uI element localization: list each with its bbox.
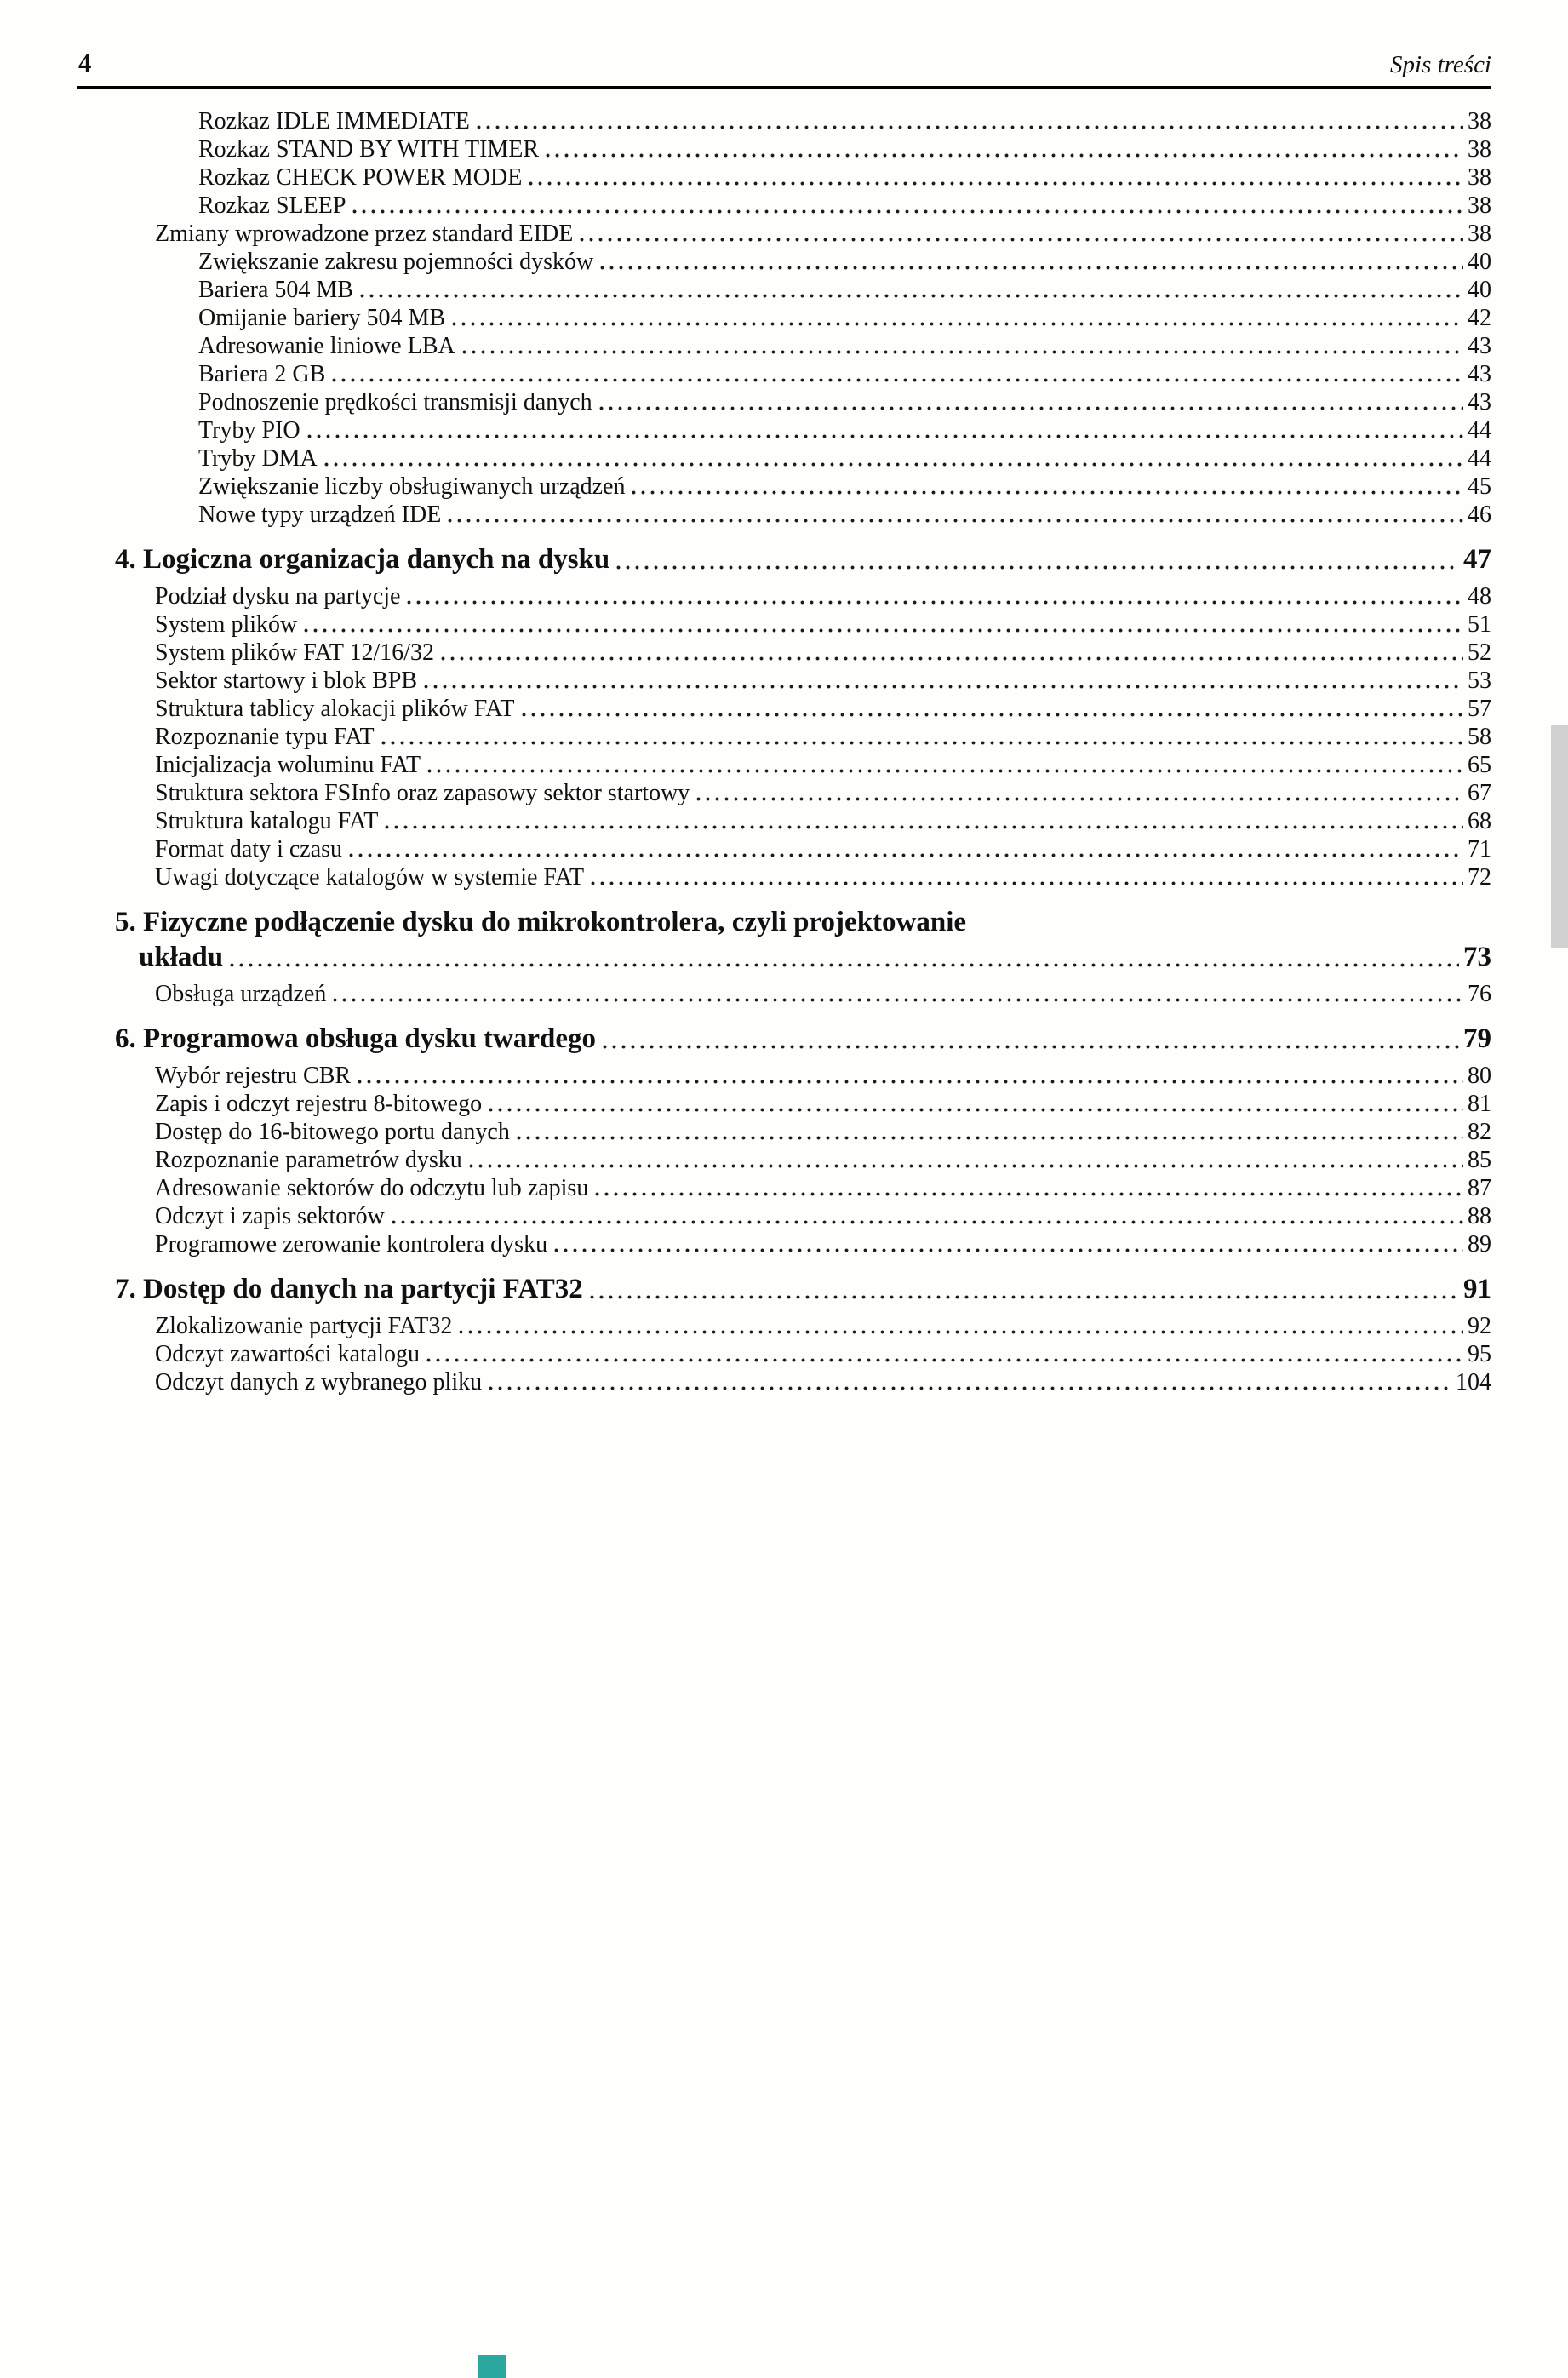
toc-entry [115, 192, 1491, 220]
toc-entry-page-number: 38 [1468, 192, 1491, 219]
dot-leader [325, 360, 1468, 388]
scan-artifact-teal-mark [478, 2355, 506, 2378]
toc-entry [115, 304, 1491, 332]
toc-entry-label: System plików FAT 12/16/32 [155, 639, 435, 666]
dot-leader [353, 276, 1468, 304]
running-header-title: Spis treści [1390, 51, 1491, 78]
toc-entry-label: 5. Fizyczne podłączenie dysku do mikrokontrolera, czyli projektowanie [115, 907, 967, 937]
toc-entry [115, 1174, 1491, 1202]
toc-entry [115, 276, 1491, 304]
toc-entry-page-number: 40 [1468, 249, 1491, 275]
toc-entry-page-number: 58 [1468, 724, 1491, 750]
toc-entry [115, 332, 1491, 360]
toc-entry [115, 1368, 1491, 1396]
dot-leader [573, 220, 1468, 248]
dot-leader [420, 1340, 1468, 1368]
toc-entry [115, 1230, 1491, 1258]
toc-entry-page-number: 53 [1468, 668, 1491, 694]
toc-entry-page-number: 51 [1468, 611, 1491, 638]
toc-entry-page-number: 67 [1468, 780, 1491, 806]
toc-entry [115, 416, 1491, 444]
toc-entry-page-number: 89 [1468, 1231, 1491, 1258]
toc-entry-label: Tryby DMA [198, 445, 318, 472]
toc-entry-label: Struktura sektora FSInfo oraz zapasowy sektor startowy [155, 780, 690, 806]
dot-leader [351, 1062, 1468, 1090]
dot-leader [421, 751, 1468, 779]
toc-entry-label: Tryby PIO [198, 417, 300, 444]
toc-chapter-entry [115, 1272, 1491, 1307]
toc-entry-page-number: 38 [1468, 164, 1491, 191]
page-number: 4 [78, 48, 92, 77]
toc-entry-page-number: 72 [1468, 864, 1491, 891]
toc-entry-page-number: 38 [1468, 108, 1491, 135]
toc-entry-page-number: 65 [1468, 752, 1491, 778]
dot-leader [690, 779, 1468, 807]
toc-entry-label: Wybór rejestru CBR [155, 1063, 352, 1089]
toc-entry-label: Odczyt i zapis sektorów [155, 1203, 385, 1229]
toc-entry-label: 6. Programowa obsługa dysku twardego [115, 1023, 597, 1054]
page-header [77, 48, 1491, 89]
toc-entry-label: Bariera 504 MB [198, 277, 353, 303]
dot-leader [539, 135, 1468, 163]
toc-entry [115, 501, 1491, 529]
dot-leader [346, 192, 1468, 220]
toc-entry-label: Omijanie bariery 504 MB [198, 305, 446, 331]
toc-entry-label: Struktura tablicy alokacji plików FAT [155, 696, 515, 722]
toc-entry-label: Zlokalizowanie partycji FAT32 [155, 1313, 453, 1339]
toc-entry-page-number: 87 [1468, 1175, 1491, 1201]
toc-entry [115, 980, 1491, 1008]
dot-leader [342, 835, 1468, 863]
toc-entry-label: 7. Dostęp do danych na partycji FAT32 [115, 1274, 583, 1304]
dot-leader [318, 444, 1468, 473]
toc-entry-label: Dostęp do 16-bitowego portu danych [155, 1119, 510, 1145]
toc-entry-page-number: 91 [1463, 1274, 1491, 1304]
toc-chapter-entry [115, 1022, 1491, 1057]
toc-entry-page-number: 38 [1468, 136, 1491, 163]
dot-leader [522, 163, 1468, 192]
toc-entry-label: Zmiany wprowadzone przez standard EIDE [155, 221, 574, 247]
toc-entry [115, 444, 1491, 473]
dot-leader [482, 1368, 1456, 1396]
toc-entry [115, 610, 1491, 639]
dot-leader [515, 695, 1468, 723]
dot-leader [326, 980, 1468, 1008]
dot-leader [609, 542, 1463, 577]
dot-leader [441, 501, 1468, 529]
dot-leader [462, 1146, 1468, 1174]
toc-entry [115, 835, 1491, 863]
toc-entry [115, 163, 1491, 192]
toc-entry-page-number: 80 [1468, 1063, 1491, 1089]
toc-entry-label: Zwiększanie liczby obsługiwanych urządzeń [198, 473, 626, 500]
toc-entry [115, 751, 1491, 779]
dot-leader [596, 1022, 1463, 1057]
toc-entry-label: Obsługa urządzeń [155, 981, 327, 1007]
toc-entry [115, 1202, 1491, 1230]
toc-entry-page-number: 92 [1468, 1313, 1491, 1339]
toc-entry-label: Struktura katalogu FAT [155, 808, 379, 834]
toc-entry-page-number: 76 [1468, 981, 1491, 1007]
toc-entry-page-number: 43 [1468, 361, 1491, 387]
dot-leader [400, 582, 1468, 610]
toc-entry-label: Nowe typy urządzeń IDE [198, 501, 442, 528]
header-rule [77, 86, 1491, 89]
table-of-contents [115, 107, 1491, 1396]
dot-leader [470, 107, 1468, 135]
toc-entry-page-number: 52 [1468, 639, 1491, 666]
toc-chapter-entry [115, 940, 1491, 975]
toc-entry [115, 863, 1491, 891]
toc-entry-label: 4. Logiczna organizacja danych na dysku [115, 544, 610, 575]
toc-entry [115, 779, 1491, 807]
dot-leader [482, 1090, 1468, 1118]
toc-entry [115, 360, 1491, 388]
toc-entry-page-number: 88 [1468, 1203, 1491, 1229]
dot-leader [223, 940, 1463, 975]
toc-entry-page-number: 43 [1468, 333, 1491, 359]
toc-entry-page-number: 40 [1468, 277, 1491, 303]
dot-leader [625, 473, 1468, 501]
dot-leader [375, 723, 1468, 751]
toc-entry-label: Inicjalizacja woluminu FAT [155, 752, 421, 778]
toc-entry-page-number: 48 [1468, 583, 1491, 610]
toc-entry-page-number: 95 [1468, 1341, 1491, 1367]
toc-entry-label: Bariera 2 GB [198, 361, 326, 387]
toc-entry-label: Sektor startowy i blok BPB [155, 668, 418, 694]
toc-entry-page-number: 57 [1468, 696, 1491, 722]
toc-chapter-entry [115, 905, 1491, 940]
toc-entry [115, 107, 1491, 135]
toc-entry-label: Format daty i czasu [155, 836, 343, 862]
dot-leader [588, 1174, 1468, 1202]
dot-leader [300, 416, 1468, 444]
toc-entry [115, 248, 1491, 276]
dot-leader [510, 1118, 1468, 1146]
toc-entry [115, 582, 1491, 610]
toc-entry-label: Adresowanie liniowe LBA [198, 333, 455, 359]
toc-entry-page-number: 42 [1468, 305, 1491, 331]
toc-entry-label: Rozkaz CHECK POWER MODE [198, 164, 523, 191]
toc-entry-label: Zwiększanie zakresu pojemności dysków [198, 249, 594, 275]
toc-entry [115, 220, 1491, 248]
dot-leader [584, 863, 1468, 891]
dot-leader [385, 1202, 1468, 1230]
toc-entry [115, 807, 1491, 835]
toc-entry [115, 388, 1491, 416]
toc-entry [115, 1146, 1491, 1174]
toc-entry-page-number: 44 [1468, 417, 1491, 444]
toc-entry-label: Odczyt zawartości katalogu [155, 1341, 420, 1367]
toc-entry-page-number: 46 [1468, 501, 1491, 528]
toc-entry [115, 1062, 1491, 1090]
toc-entry-label: Rozkaz STAND BY WITH TIMER [198, 136, 540, 163]
toc-entry-page-number: 44 [1468, 445, 1491, 472]
toc-entry-page-number: 68 [1468, 808, 1491, 834]
toc-entry [115, 723, 1491, 751]
toc-entry-label: Odczyt danych z wybranego pliku [155, 1369, 483, 1395]
toc-entry-label: Programowe zerowanie kontrolera dysku [155, 1231, 548, 1258]
toc-entry-label: Rozkaz IDLE IMMEDIATE [198, 108, 470, 135]
toc-entry-label: Rozpoznanie parametrów dysku [155, 1147, 462, 1173]
toc-entry-label: Podział dysku na partycje [155, 583, 401, 610]
dot-leader [445, 304, 1468, 332]
dot-leader [455, 332, 1468, 360]
toc-entry [115, 667, 1491, 695]
toc-entry-page-number: 82 [1468, 1119, 1491, 1145]
toc-entry-page-number: 79 [1463, 1023, 1491, 1054]
dot-leader [378, 807, 1468, 835]
toc-entry [115, 473, 1491, 501]
toc-entry-label: Rozkaz SLEEP [198, 192, 346, 219]
toc-entry-page-number: 73 [1463, 942, 1491, 972]
scan-artifact-gray-strip [1551, 725, 1568, 948]
toc-entry-label: Adresowanie sektorów do odczytu lub zapisu [155, 1175, 589, 1201]
toc-entry-page-number: 71 [1468, 836, 1491, 862]
toc-entry [115, 1090, 1491, 1118]
toc-entry-label: Zapis i odczyt rejestru 8-bitowego [155, 1091, 483, 1117]
toc-entry-label: System plików [155, 611, 298, 638]
toc-entry-label: układu [139, 942, 224, 972]
toc-entry-label: Uwagi dotyczące katalogów w systemie FAT [155, 864, 585, 891]
dot-leader [297, 610, 1468, 639]
dot-leader [592, 388, 1468, 416]
toc-entry-page-number: 47 [1463, 544, 1491, 575]
toc-entry [115, 639, 1491, 667]
dot-leader [434, 639, 1468, 667]
toc-entry-label: Rozpoznanie typu FAT [155, 724, 375, 750]
toc-entry [115, 1312, 1491, 1340]
toc-entry [115, 135, 1491, 163]
toc-entry-page-number: 81 [1468, 1091, 1491, 1117]
toc-entry [115, 695, 1491, 723]
dot-leader [593, 248, 1468, 276]
dot-leader [547, 1230, 1468, 1258]
toc-entry-label: Podnoszenie prędkości transmisji danych [198, 389, 592, 415]
toc-entry [115, 1118, 1491, 1146]
toc-entry-page-number: 38 [1468, 221, 1491, 247]
toc-entry-page-number: 43 [1468, 389, 1491, 415]
dot-leader [583, 1272, 1463, 1307]
toc-entry [115, 1340, 1491, 1368]
toc-entry-page-number: 45 [1468, 473, 1491, 500]
toc-entry-page-number: 104 [1456, 1369, 1491, 1395]
dot-leader [452, 1312, 1468, 1340]
dot-leader [417, 667, 1468, 695]
toc-chapter-entry [115, 542, 1491, 577]
toc-entry-page-number: 85 [1468, 1147, 1491, 1173]
